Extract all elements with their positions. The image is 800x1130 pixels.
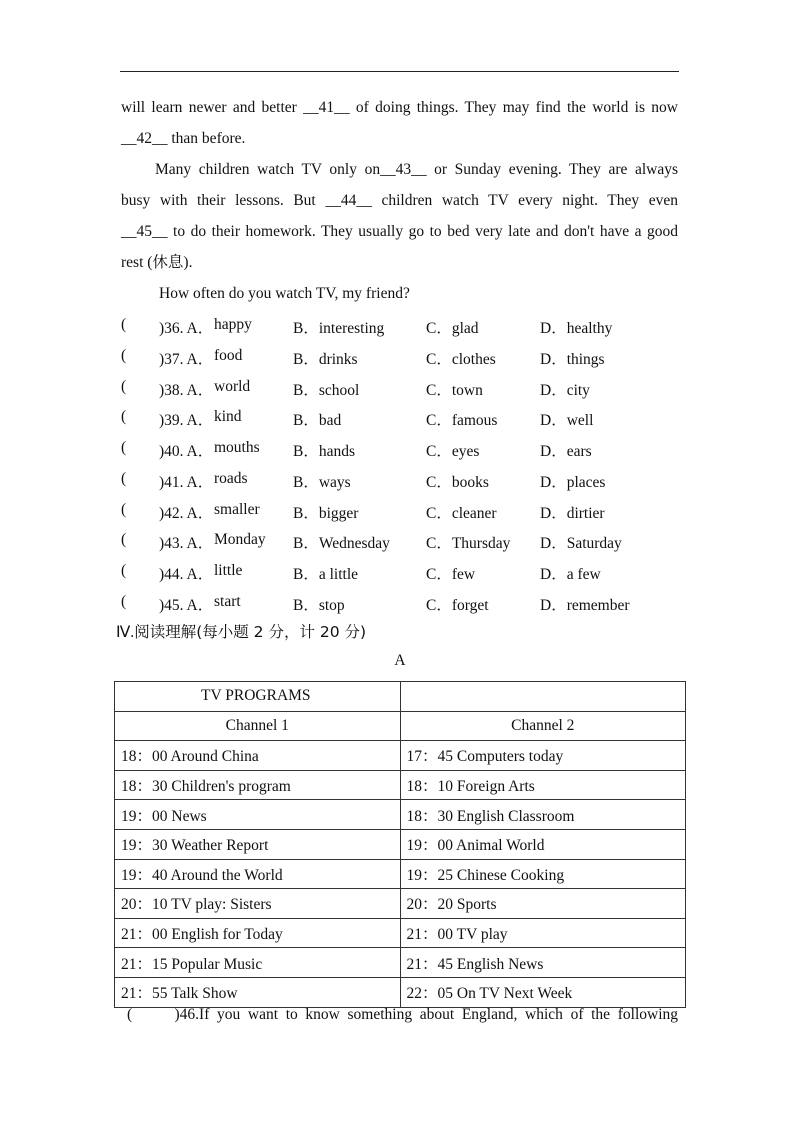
- passage-line: busy with their lessons. But __44__ children watch TV every night. They even: [121, 192, 678, 209]
- question-number: )45. A．: [159, 596, 214, 614]
- question-number: )37. A．: [159, 350, 214, 368]
- channel-1-cell: 18：30 Children's program: [115, 770, 401, 800]
- passage-line: rest (休息).: [121, 254, 193, 271]
- table-row: [115, 918, 686, 948]
- channel-1-cell: 19：30 Weather Report: [115, 829, 401, 859]
- option-row: [121, 372, 681, 403]
- option-d: D．Saturday: [540, 535, 622, 553]
- option-b: B．school: [293, 381, 360, 399]
- option-c: C．clothes: [426, 350, 496, 368]
- question-number: )42. A．: [159, 504, 214, 522]
- passage-line: __45__ to do their homework. They usually go to bed very late and don't have a good: [121, 223, 678, 240]
- answer-paren: (: [121, 592, 127, 610]
- answer-paren: (: [121, 469, 127, 487]
- channel-1-cell: 19：40 Around the World: [115, 859, 401, 889]
- option-c: C．books: [426, 473, 489, 491]
- channel-2-cell: 19：25 Chinese Cooking: [400, 859, 686, 889]
- option-b: B．bad: [293, 412, 342, 430]
- table-row: [115, 770, 686, 800]
- option-a: roads: [214, 469, 248, 487]
- channel-1-cell: 21：15 Popular Music: [115, 948, 401, 978]
- answer-paren: (: [121, 377, 127, 395]
- part-label: A: [394, 652, 406, 669]
- option-c: C．Thursday: [426, 535, 511, 553]
- option-c: C．few: [426, 566, 476, 583]
- question-number: )41. A．: [159, 473, 214, 491]
- passage-line: Many children watch TV only on__43__ or Sunday evening. They are always: [155, 161, 678, 178]
- table-row: [115, 741, 686, 771]
- passage-line: will learn newer and better __41__ of doing things. They may find the world is now: [121, 99, 678, 116]
- option-a: smaller: [214, 500, 260, 518]
- option-row: [121, 433, 681, 464]
- channel-2-cell: 21：45 English News: [400, 948, 686, 978]
- option-d: D．city: [540, 381, 590, 399]
- table-header-row: [115, 711, 686, 741]
- option-a: food: [214, 346, 243, 364]
- answer-paren: (: [121, 316, 127, 333]
- option-c: C．famous: [426, 412, 498, 430]
- channel-2-cell: 17：45 Computers today: [400, 741, 686, 771]
- channel-2-cell: 21：00 TV play: [400, 918, 686, 948]
- option-d: D．places: [540, 473, 606, 491]
- option-row: [121, 556, 681, 587]
- channel-1-cell: 21：00 English for Today: [115, 918, 401, 948]
- option-d: D．dirtier: [540, 504, 605, 522]
- answer-paren: (: [121, 408, 127, 426]
- cloze-options: [121, 310, 681, 618]
- option-a: little: [214, 562, 243, 579]
- question-number: )36. A．: [159, 320, 214, 337]
- answer-paren: (: [121, 562, 127, 579]
- table-row: [115, 800, 686, 830]
- option-c: C．cleaner: [426, 504, 497, 522]
- option-a: Monday: [214, 531, 266, 549]
- channel-2-cell: 20：20 Sports: [400, 889, 686, 919]
- section-heading: [116, 620, 366, 642]
- section-title: 阅读理解(每小题 2 分，计 20 分): [134, 623, 367, 641]
- passage: [121, 92, 678, 309]
- option-row: [121, 402, 681, 433]
- channel-2-cell: 19：00 Animal World: [400, 829, 686, 859]
- option-c: C．town: [426, 381, 483, 399]
- table-row: [115, 948, 686, 978]
- question-number: )40. A．: [159, 443, 214, 460]
- option-row: [121, 464, 681, 495]
- question-number: )38. A．: [159, 381, 214, 399]
- channel-2-header: Channel 2: [400, 711, 686, 741]
- question-number: )44. A．: [159, 566, 214, 583]
- option-d: D．ears: [540, 443, 592, 460]
- passage-question: How often do you watch TV, my friend?: [159, 285, 410, 302]
- answer-paren: (: [121, 500, 127, 518]
- table-row: [115, 977, 686, 1007]
- question-46-text: ( )46.If you want to know something about England, which of the following: [127, 1006, 678, 1023]
- option-a: mouths: [214, 439, 260, 456]
- channel-2-cell: 18：10 Foreign Arts: [400, 770, 686, 800]
- option-row: [121, 341, 681, 372]
- option-d: D．well: [540, 412, 594, 430]
- table-row: [115, 829, 686, 859]
- tv-programs-table: [114, 681, 686, 1008]
- question-number: )39. A．: [159, 412, 214, 430]
- channel-1-cell: 21：55 Talk Show: [115, 977, 401, 1007]
- option-b: B．hands: [293, 443, 356, 460]
- option-b: B．stop: [293, 596, 345, 614]
- channel-2-cell: 22：05 On TV Next Week: [400, 977, 686, 1007]
- table-title-blank: [400, 682, 686, 712]
- option-row: [121, 310, 681, 341]
- channel-1-header: Channel 1: [115, 711, 401, 741]
- question-46: [127, 1004, 678, 1026]
- answer-paren: (: [121, 531, 127, 549]
- option-c: C．forget: [426, 596, 489, 614]
- option-a: start: [214, 592, 241, 610]
- option-b: B．drinks: [293, 350, 358, 368]
- option-d: D．a few: [540, 566, 601, 583]
- option-a: world: [214, 377, 251, 395]
- option-d: D．healthy: [540, 320, 613, 337]
- option-d: D．remember: [540, 596, 630, 614]
- option-row: [121, 587, 681, 618]
- option-b: B．Wednesday: [293, 535, 390, 553]
- answer-paren: (: [121, 439, 127, 456]
- table-row: [115, 889, 686, 919]
- channel-1-cell: 18：00 Around China: [115, 741, 401, 771]
- channel-1-cell: 19：00 News: [115, 800, 401, 830]
- answer-paren: (: [121, 346, 127, 364]
- option-b: B．bigger: [293, 504, 359, 522]
- option-a: kind: [214, 408, 242, 426]
- header-rule: [120, 71, 679, 72]
- option-b: B．interesting: [293, 320, 385, 337]
- option-row: [121, 525, 681, 556]
- table-row: [115, 859, 686, 889]
- option-a: happy: [214, 316, 252, 333]
- option-c: C．eyes: [426, 443, 480, 460]
- question-number: )43. A．: [159, 535, 214, 553]
- option-row: [121, 495, 681, 526]
- option-b: B．a little: [293, 566, 359, 583]
- channel-1-cell: 20：10 TV play: Sisters: [115, 889, 401, 919]
- table-title-row: [115, 682, 686, 712]
- option-d: D．things: [540, 350, 605, 368]
- option-b: B．ways: [293, 473, 351, 491]
- option-c: C．glad: [426, 320, 479, 337]
- table-title: TV PROGRAMS: [115, 682, 401, 712]
- section-numeral: Ⅳ.: [116, 624, 135, 641]
- passage-line: __42__ than before.: [121, 130, 246, 147]
- channel-2-cell: 18：30 English Classroom: [400, 800, 686, 830]
